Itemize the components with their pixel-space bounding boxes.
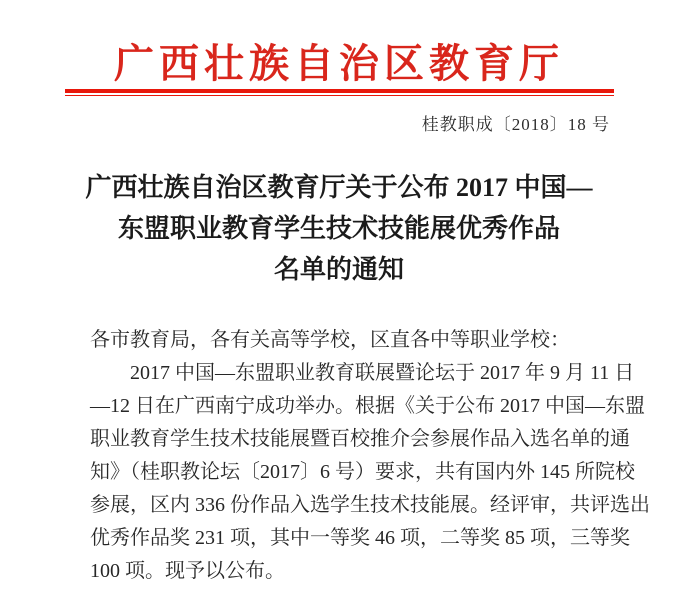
document-title-line: 名单的通知 [273,255,404,284]
body-text-line: 知》（桂职教论坛〔2017〕6 号）要求，共有国内外 145 所院校 [90,461,635,483]
body-paragraph [90,357,650,588]
document-title-line: 广西壮族自治区教育厅关于公布 2017 中国— [85,173,593,202]
document-title-line: 东盟职业教育学生技术技能展优秀作品 [117,214,560,243]
agency-header-title: 广西壮族自治区教育厅 [114,41,564,86]
body-text-line: 100 项。现予以公布。 [90,560,285,582]
body-text-line: 职业教育学生技术技能展暨百校推介会参展作品入选名单的通 [90,428,630,450]
body-text-line: 参展，区内 336 份作品入选学生技术技能展。经评审，共评选出 [90,494,650,516]
salutation-line: 各市教育局，各有关高等学校，区直各中等职业学校： [90,329,570,351]
document-reference-number: 桂教职成〔2018〕18 号 [421,115,610,134]
body-text-line: 优秀作品奖 231 项，其中一等奖 46 项，二等奖 85 项，三等奖 [90,527,630,549]
body-text-line: 2017 中国—东盟职业教育联展暨论坛于 2017 年 9 月 11 日 [130,362,635,384]
red-divider-line [65,89,614,96]
body-text-line: —12 日在广西南宁成功举办。根据《关于公布 2017 中国—东盟 [90,395,645,417]
document-title [0,167,678,290]
